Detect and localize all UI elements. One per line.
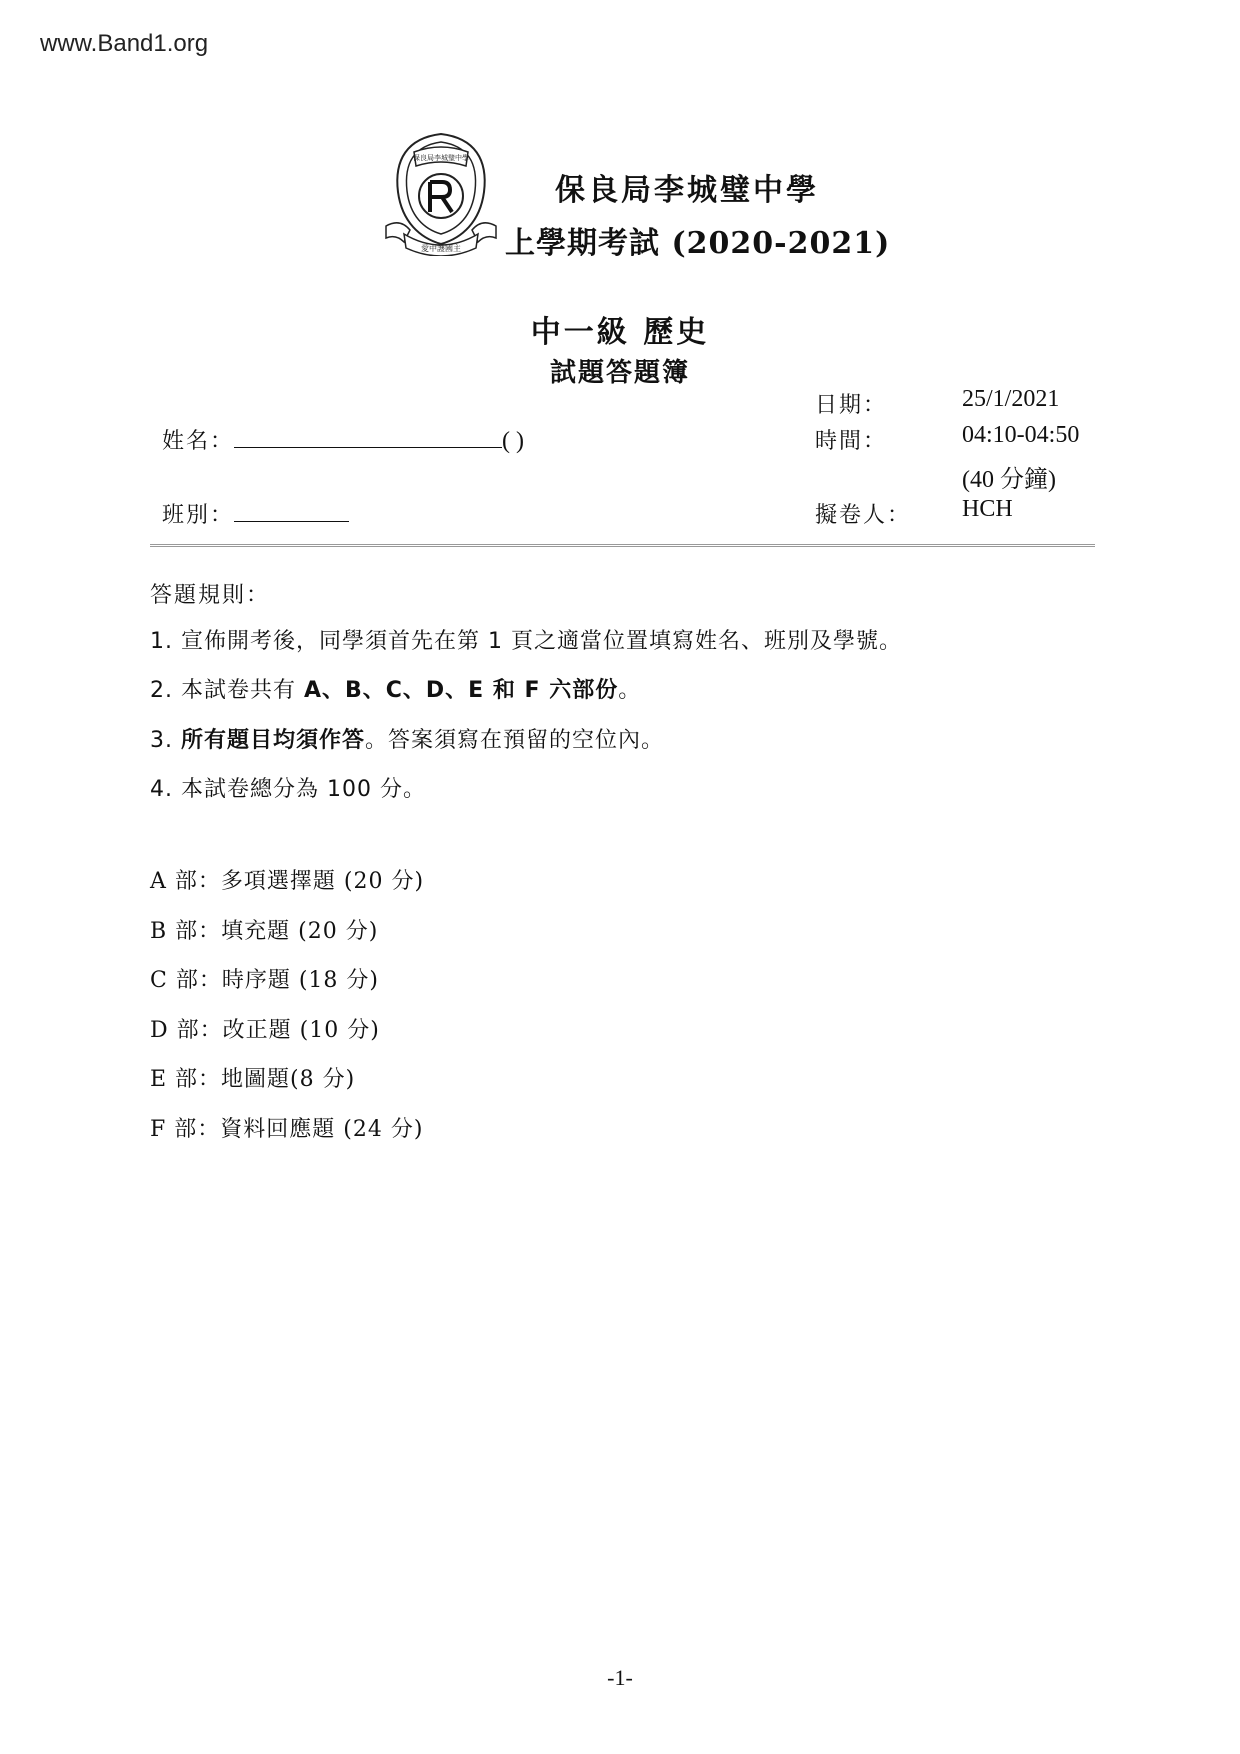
page-number: -1- <box>607 1665 633 1690</box>
date-label: 日期： <box>815 393 888 418</box>
school-name: 保良局李城璧中學 <box>555 173 819 208</box>
name-blank[interactable] <box>234 425 502 448</box>
rules-heading: 答題規則： <box>150 583 271 608</box>
setter-value: HCH <box>962 496 1013 522</box>
section-item: D 部：改正題 (10 分) <box>150 1018 380 1043</box>
booklet-title: 試題答題簿 <box>549 358 690 388</box>
school-crest-icon <box>380 130 502 256</box>
student-number-bracket[interactable]: ( ) <box>502 428 524 454</box>
class-label: 班別： <box>162 503 235 528</box>
rule-item: 4. 本試卷總分為 100 分。 <box>150 777 426 802</box>
date-value: 25/1/2021 <box>962 386 1060 412</box>
duration-value: (40 分鐘) <box>962 467 1056 493</box>
site-watermark: www.Band1.org <box>40 30 209 57</box>
rule-text: 。答案須寫在預留的空位內。 <box>365 728 665 753</box>
svg-text:保良局李城璧中學: 保良局李城璧中學 <box>413 154 469 162</box>
rule-item <box>150 723 664 754</box>
name-label: 姓名： <box>162 429 235 454</box>
setter-label: 擬卷人： <box>815 503 912 528</box>
rule-text: 3. <box>150 728 181 753</box>
divider <box>150 544 1095 547</box>
exam-title: 上學期考試 (2020-2021) <box>505 226 891 261</box>
rule-text: 2. 本試卷共有 <box>150 678 304 703</box>
svg-text:愛中護國主: 愛中護國主 <box>421 244 461 253</box>
class-blank[interactable] <box>234 499 349 522</box>
section-item: B 部：填充題 (20 分) <box>150 919 379 944</box>
rule-item <box>150 673 641 704</box>
time-value: 04:10-04:50 <box>962 422 1080 448</box>
grade-subject-title: 中一級 歷史 <box>530 315 710 350</box>
rule-emphasis: 所有題目均須作答 <box>180 728 365 753</box>
class-field <box>162 498 349 529</box>
name-field <box>162 424 524 455</box>
section-item: E 部：地圖題(8 分) <box>150 1067 356 1092</box>
rule-emphasis: A、B、C、D、E 和 F 六部份 <box>303 678 619 703</box>
section-item: C 部：時序題 (18 分) <box>150 968 379 993</box>
section-item: F 部：資料回應題 (24 分) <box>150 1117 424 1142</box>
section-item: A 部：多項選擇題 (20 分) <box>150 869 425 894</box>
rule-item: 1. 宣佈開考後，同學須首先在第 1 頁之適當位置填寫姓名、班別及學號。 <box>150 629 902 654</box>
rule-text: 。 <box>618 678 642 703</box>
time-label: 時間： <box>815 429 888 454</box>
